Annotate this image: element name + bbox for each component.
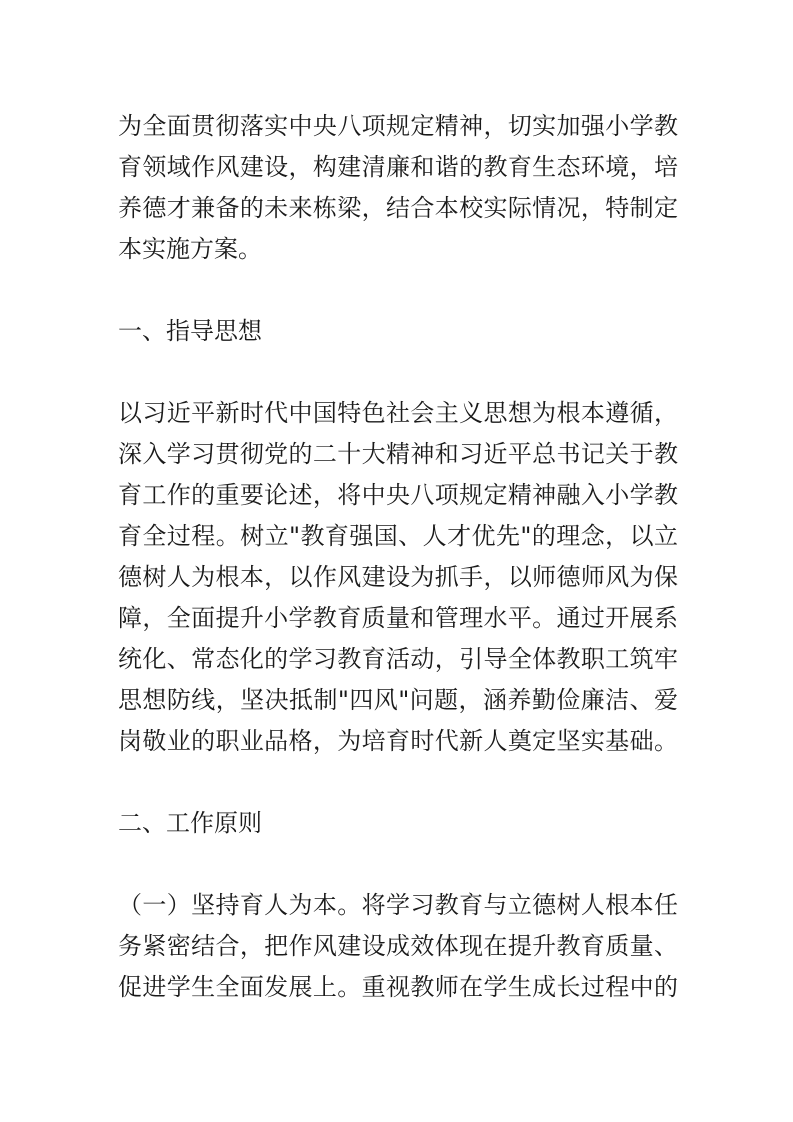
document-page <box>118 106 678 1049</box>
text-line: 统化、常态化的学习教育活动，引导全体教职工筑牢 <box>118 645 678 673</box>
text-line: 德树人为根本，以作风建设为抓手，以师德师风为保 <box>118 563 678 591</box>
text-line: 思想防线，坚决抵制"四风"问题，涵养勤俭廉洁、爱 <box>118 686 678 714</box>
text-line: 育全过程。树立"教育强国、人才优先"的理念，以立 <box>118 522 678 550</box>
section-heading-guiding-ideology <box>118 311 678 352</box>
guiding-ideology-paragraph <box>118 393 678 762</box>
text-line: 务紧密结合，把作风建设成效体现在提升教育质量、 <box>118 932 678 960</box>
text-line: 促进学生全面发展上。重视教师在学生成长过程中的 <box>118 973 678 1001</box>
text-line: （一）坚持育人为本。将学习教育与立德树人根本任 <box>118 891 678 919</box>
heading-text: 一、指导思想 <box>118 317 262 345</box>
text-line: 育领域作风建设，构建清廉和谐的教育生态环境，培 <box>118 153 678 181</box>
text-line: 本实施方案。 <box>118 235 262 263</box>
heading-text: 二、工作原则 <box>118 809 262 837</box>
text-line: 岗敬业的职业品格，为培育时代新人奠定坚实基础。 <box>118 727 678 755</box>
text-line: 为全面贯彻落实中央八项规定精神，切实加强小学教 <box>118 112 678 140</box>
principle-1-paragraph <box>118 885 678 1008</box>
section-heading-work-principles <box>118 803 678 844</box>
text-line: 深入学习贯彻党的二十大精神和习近平总书记关于教 <box>118 440 678 468</box>
intro-paragraph <box>118 106 678 270</box>
text-line: 育工作的重要论述，将中央八项规定精神融入小学教 <box>118 481 678 509</box>
text-line: 障，全面提升小学教育质量和管理水平。通过开展系 <box>118 604 678 632</box>
text-line: 以习近平新时代中国特色社会主义思想为根本遵循， <box>118 399 678 427</box>
text-line: 养德才兼备的未来栋梁，结合本校实际情况，特制定 <box>118 194 678 222</box>
